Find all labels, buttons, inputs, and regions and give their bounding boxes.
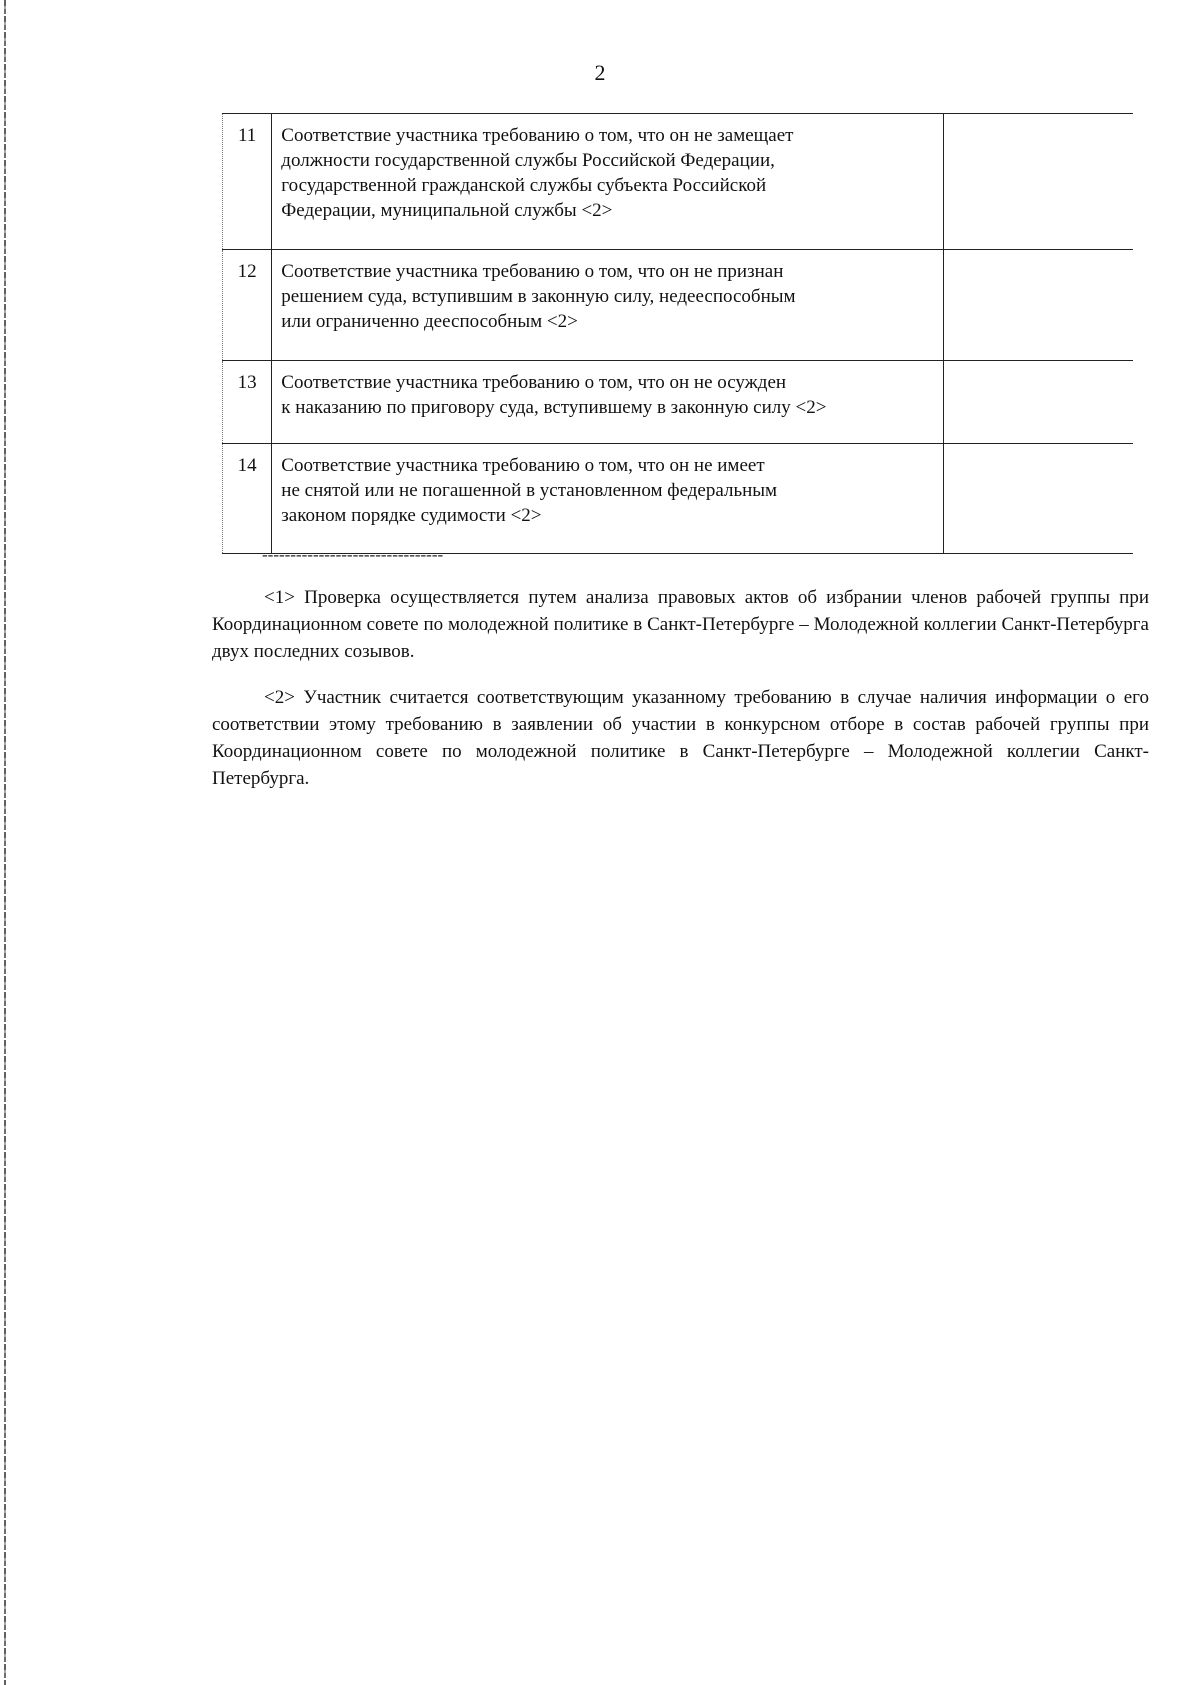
footnote-2: <2> Участник считается соответствующим указанному требованию в случае наличия информации о его соответствии этому требованию в заявлении об участии в конкурсном отборе в состав рабочей группы при Координационном совете по молодежной политике в Санкт-Петербурге – Молодежной коллегии Санкт-Петербурга. — [212, 687, 1149, 789]
requirement-line: Соответствие участника требованию о том, что он не признан — [281, 261, 784, 282]
page-number: 2 — [594, 60, 606, 85]
check-result-cell — [943, 444, 1133, 554]
row-number: 12 — [223, 250, 272, 361]
check-result-cell — [943, 250, 1133, 361]
requirement-line: Федерации, муниципальной службы <2> — [281, 200, 613, 221]
requirement-line: Соответствие участника требованию о том, что он не осужден — [281, 372, 787, 393]
check-result-cell — [943, 114, 1133, 250]
footnote-separator: -------------------------------- — [262, 545, 444, 564]
table-row — [223, 250, 1134, 361]
requirement-line: должности государственной службы Российской Федерации, — [281, 150, 775, 171]
requirement-line: не снятой или не погашенной в установленном федеральным — [281, 480, 778, 501]
requirement-text — [272, 444, 944, 554]
requirement-text — [272, 250, 944, 361]
row-number: 13 — [223, 361, 272, 444]
table-row — [223, 114, 1134, 250]
row-number: 14 — [223, 444, 272, 554]
footnote-1: <1> Проверка осуществляется путем анализа правовых актов об избрании членов рабочей группы при Координационном совете по молодежной политике в Санкт-Петербурге – Молодежной коллегии Санкт-Петербурга двух последних созывов. — [212, 587, 1149, 662]
requirement-line: законом порядке судимости <2> — [281, 505, 542, 526]
requirement-line: решением суда, вступившим в законную силу, недееспособным — [281, 286, 796, 307]
requirement-text — [272, 114, 944, 250]
requirement-line: Соответствие участника требованию о том, что он не замещает — [281, 125, 794, 146]
requirement-text — [272, 361, 944, 444]
requirement-line: Соответствие участника требованию о том, что он не имеет — [281, 455, 765, 476]
check-result-cell — [943, 361, 1133, 444]
requirement-line: или ограниченно дееспособным <2> — [281, 311, 578, 332]
requirements-table — [222, 113, 1133, 554]
row-number: 11 — [223, 114, 272, 250]
scan-edge-artifact — [4, 0, 6, 1685]
requirement-line: к наказанию по приговору суда, вступившему в законную силу <2> — [281, 397, 827, 418]
table-row — [223, 444, 1134, 554]
requirement-line: государственной гражданской службы субъекта Российской — [281, 175, 767, 196]
table-row — [223, 361, 1134, 444]
